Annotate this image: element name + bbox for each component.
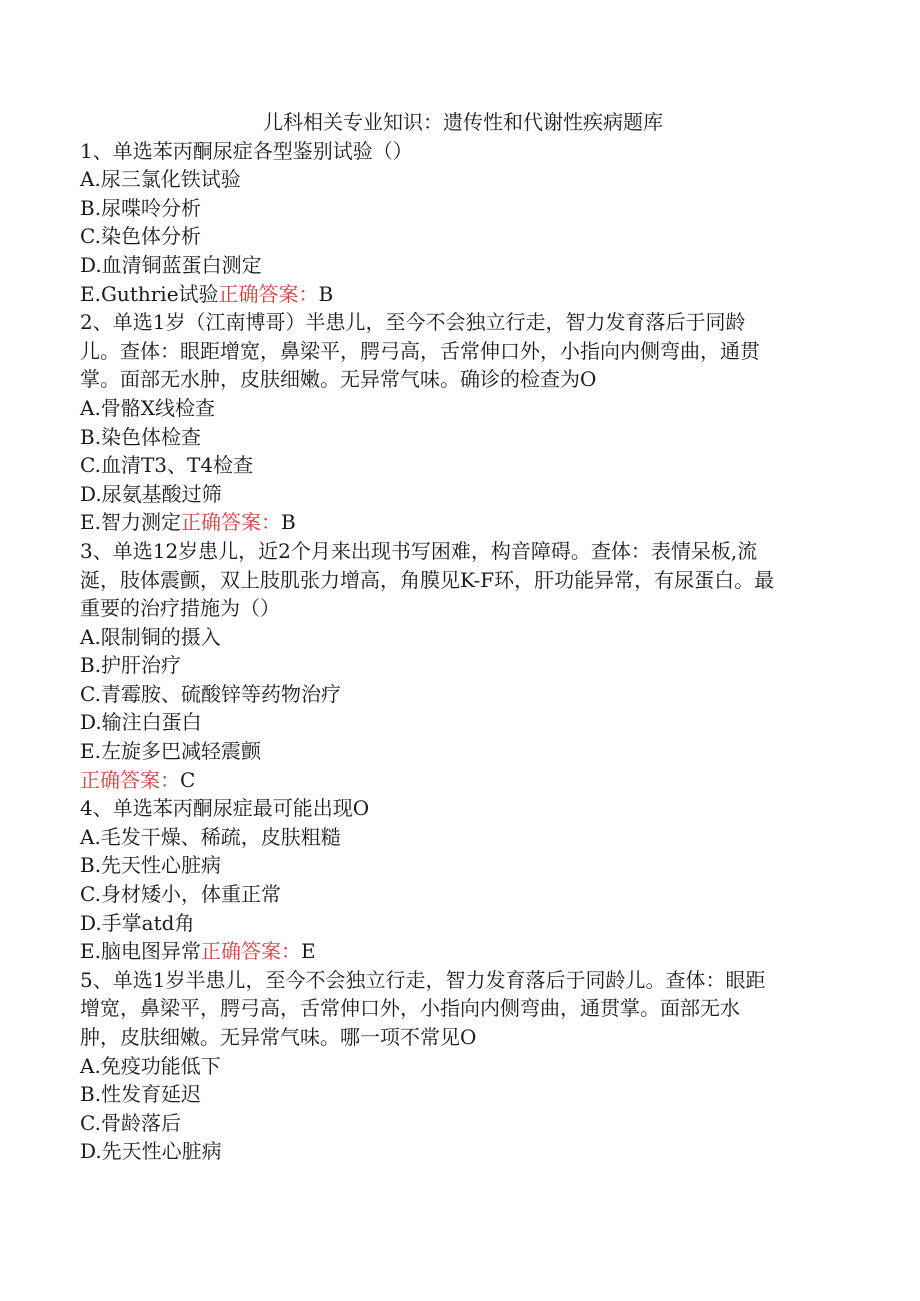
option-e: E.Guthrie试验 <box>80 281 219 306</box>
option-e: E.左旋多巴减轻震颤 <box>80 739 261 764</box>
option-a: A.毛发干燥、稀疏，皮肤粗糙 <box>80 824 341 849</box>
question-5 <box>80 966 838 1166</box>
option-c: C.染色体分析 <box>80 224 201 249</box>
option-c: C.身材矮小，体重正常 <box>80 882 281 907</box>
question-stem: 2、单选1岁（江南博哥）半患儿，至今不会独立行走，智力发育落后于同龄 <box>80 310 746 335</box>
answer-value: B <box>318 281 334 306</box>
option-b: B.先天性心脏病 <box>80 853 222 878</box>
question-stem: 掌。面部无水肿，皮肤细嫩。无异常气味。确诊的检查为O <box>80 367 597 392</box>
option-b: B.染色体检查 <box>80 424 202 449</box>
option-e-with-answer <box>80 280 838 309</box>
question-3 <box>80 537 838 794</box>
answer-value: B <box>280 510 296 535</box>
question-stem: 重要的治疗措施为（） <box>80 596 280 621</box>
option-c: C.血清T3、T4检查 <box>80 453 254 478</box>
question-stem: 儿。查体：眼距增宽，鼻梁平，腭弓高，舌常伸口外，小指向内侧弯曲，通贯 <box>80 338 760 363</box>
option-a: A.骨骼X线检查 <box>80 395 216 420</box>
answer-label: 正确答案： <box>218 281 319 306</box>
question-stem: 4、单选苯丙酮尿症最可能出现O <box>80 796 370 821</box>
question-stem: 肿，皮肤细嫩。无异常气味。哪一项不常见O <box>80 1025 477 1049</box>
question-stem: 增宽，鼻梁平，腭弓高，舌常伸口外，小指向内侧弯曲，通贯掌。面部无水 <box>80 996 740 1021</box>
option-e-with-answer <box>80 508 838 537</box>
option-c: C.骨龄落后 <box>80 1110 181 1135</box>
answer-line <box>80 766 838 795</box>
question-1 <box>80 137 838 309</box>
option-d: D.输注白蛋白 <box>80 710 202 735</box>
question-2 <box>80 308 838 537</box>
question-stem: 3、单选12岁患儿，近2个月来出现书写困难，构音障碍。查体：表情呆板,流 <box>80 538 758 563</box>
option-a: A.尿三氯化铁试验 <box>80 167 241 192</box>
option-d: D.手掌atd角 <box>80 910 195 935</box>
answer-value: E <box>300 939 316 964</box>
option-d: D.血清铜蓝蛋白测定 <box>80 252 262 277</box>
option-d: D.先天性心脏病 <box>80 1139 222 1164</box>
page-title: 儿科相关专业知识：遗传性和代谢性疾病题库 <box>263 110 663 134</box>
answer-label: 正确答案： <box>180 510 281 535</box>
option-d: D.尿氨基酸过筛 <box>80 481 222 506</box>
option-b: B.性发育延迟 <box>80 1082 202 1107</box>
option-b: B.护肝治疗 <box>80 653 182 678</box>
question-4 <box>80 794 838 966</box>
question-stem: 涎，肢体震颤，双上肢肌张力增高，角膜见K-F环，肝功能异常，有尿蛋白。最 <box>80 567 775 592</box>
question-stem: 1、单选苯丙酮尿症各型鉴别试验（） <box>80 138 413 163</box>
option-e-with-answer <box>80 937 838 966</box>
question-stem: 5、单选1岁半患儿，至今不会独立行走，智力发育落后于同龄儿。查体：眼距 <box>80 967 766 992</box>
option-a: A.免疫功能低下 <box>80 1053 221 1078</box>
option-b: B.尿喋呤分析 <box>80 195 202 220</box>
option-a: A.限制铜的摄入 <box>80 624 221 649</box>
answer-value: C <box>180 767 196 792</box>
option-e: E.脑电图异常 <box>80 939 201 964</box>
answer-label: 正确答案： <box>80 767 180 792</box>
option-e: E.智力测定 <box>80 510 181 535</box>
option-c: C.青霉胺、硫酸锌等药物治疗 <box>80 681 341 706</box>
answer-label: 正确答案： <box>200 939 301 964</box>
